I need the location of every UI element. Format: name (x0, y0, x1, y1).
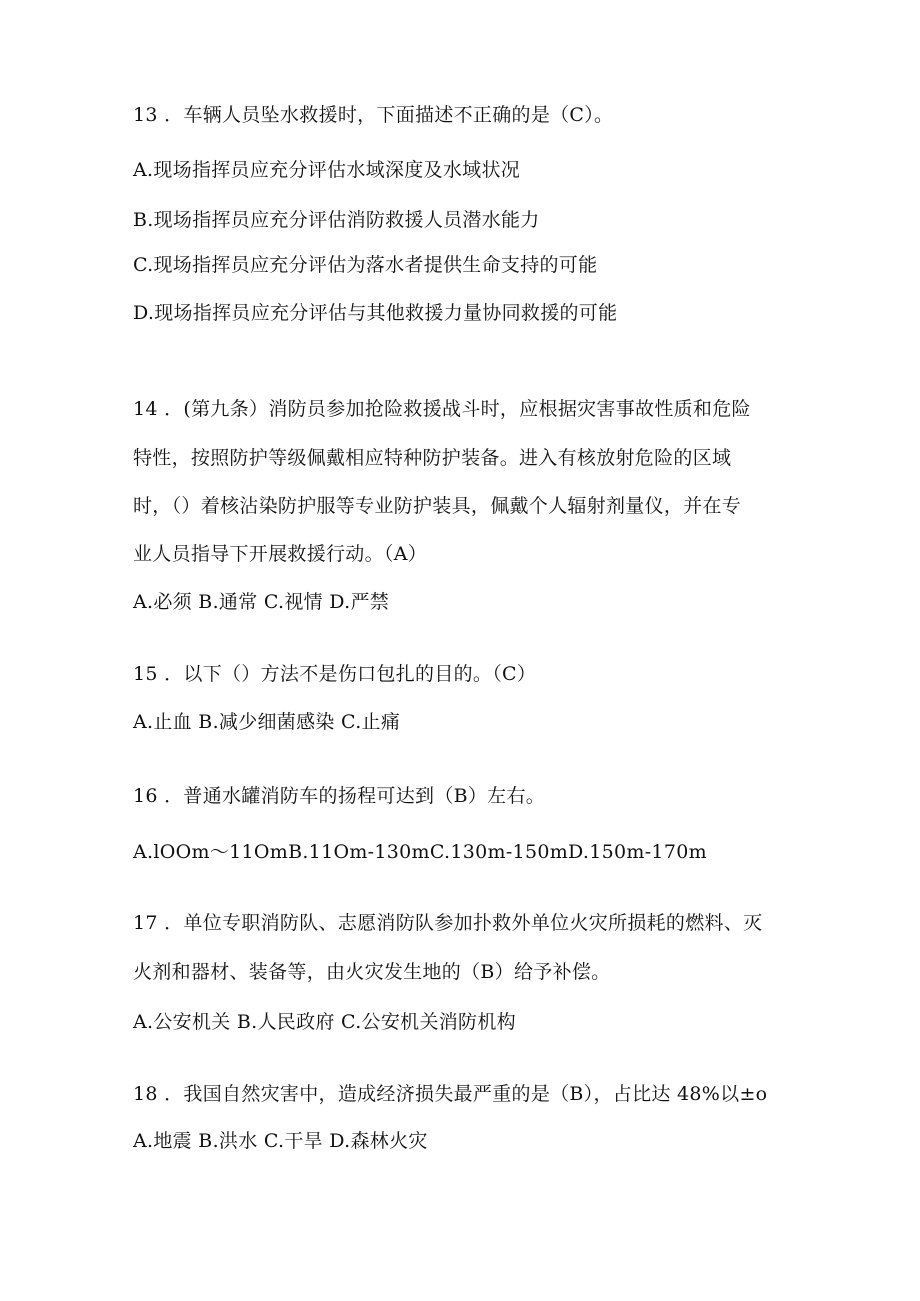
question-14-options: A.必须 B.通常 C.视情 D.严禁 (133, 591, 390, 613)
question-18-stem: 18 ．我国自然灾害中，造成经济损失最严重的是（B），占比达 48%以±o (133, 1083, 768, 1105)
question-15-options: A.止血 B.减少细菌感染 C.止痛 (133, 711, 401, 733)
question-13-option-a: A.现场指挥员应充分评估水域深度及水域状况 (133, 159, 521, 181)
question-16-stem: 16 ．普通水罐消防车的扬程可达到（B）左右。 (133, 785, 546, 807)
question-13-stem: 13 ．车辆人员坠水救援时，下面描述不正确的是（C）。 (133, 104, 614, 126)
question-17-stem-line-1: 17 ．单位专职消防队、志愿消防队参加扑救外单位火灾所损耗的燃料、灭 (133, 912, 763, 934)
question-16-options: A.lOOm～11OmB.11Om-130mC.130m-150mD.150m-170m (133, 841, 707, 863)
question-13-option-d: D.现场指挥员应充分评估与其他救援力量协同救援的可能 (133, 302, 618, 324)
question-15-stem: 15 ．以下（）方法不是伤口包扎的目的。（C） (133, 663, 537, 685)
question-14-stem-line-1: 14 ．(第九条）消防员参加抢险救援战斗时，应根据灾害事故性质和危险 (133, 398, 751, 420)
question-13-option-b: B.现场指挥员应充分评估消防救援人员潜水能力 (133, 209, 540, 231)
question-17-stem-line-2: 火剂和器材、装备等，由火灾发生地的（B）给予补偿。 (133, 961, 611, 983)
question-14-stem-line-2: 特性，按照防护等级佩戴相应特种防护装备。进入有核放射危险的区域 (133, 447, 732, 469)
question-17-options: A.公安机关 B.人民政府 C.公安机关消防机构 (133, 1011, 516, 1033)
question-14-stem-line-4: 业人员指导下开展救援行动。（A） (133, 543, 428, 565)
question-18-options: A.地震 B.洪水 C.干旱 D.森林火灾 (133, 1130, 428, 1152)
question-14-stem-line-3: 时，（）着核沾染防护服等专业防护装具，佩戴个人辐射剂量仪，并在专 (133, 495, 742, 517)
question-13-option-c: C.现场指挥员应充分评估为落水者提供生命支持的可能 (133, 254, 598, 276)
